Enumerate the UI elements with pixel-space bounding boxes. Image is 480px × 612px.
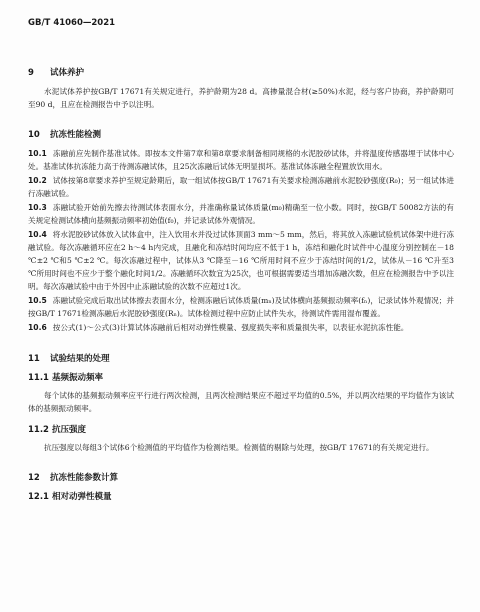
- section-11-heading: [28, 352, 454, 364]
- clause-10-4-text: 将水泥胶砂试体放入试体盒中，注入饮用水并没过试体顶面3 mm～5 mm，然后，将其放入冻融试验机试体架中进行冻融试验。每次冻融循环应在2 h～4 h内完成，且融化和冻结时间均应不低于1 h，冻结和融化时试件中心温度分别控制在－18 ℃±2 ℃和5 ℃±2 ℃。每次冻融过程中，试体从3 ℃降至－16 ℃所用时间不应少于冻结时间的1/2，试体从－16 ℃升至3 ℃所用时间也不应少于整个融化时间1/2。冻融循环次数宜为25次，也可根据需要适当增加冻融次数，但应在检测报告中予以注明。每次冻融试验中由于外因中止冻融试验的次数不应超过1次。: [28, 230, 454, 291]
- subsection-11-1-number: 11.1: [28, 373, 49, 383]
- section-12-title: 抗冻性能参数计算: [50, 473, 119, 483]
- clause-10-6-number: 10.6: [28, 323, 47, 332]
- section-9-number: 9: [28, 68, 34, 78]
- subsection-11-1-title: 基频振动频率: [52, 373, 104, 383]
- clause-10-4-number: 10.4: [28, 230, 47, 239]
- subsection-11-1-text: 每个试体的基频振动频率应平行进行两次检测，且两次检测结果应不超过平均值的0.5%，并以两次结果的平均值作为该试体的基频振动频率。: [28, 391, 454, 413]
- clause-10-5: [28, 294, 454, 320]
- clause-10-6: [28, 321, 454, 334]
- clause-10-5-text: 冻融试验完成后取出试体擦去表面水分，检测冻融后试体质量(mₙ)及试体横向基频振动频率(fₙ)，记录试体外观情况；并按GB/T 17671检测冻融后水泥胶砂强度(Rₙ)。试体检测过程中应防止试件失水，待测试件需用湿布覆盖。: [28, 296, 454, 318]
- subsection-11-2-title: 抗压强度: [52, 425, 87, 435]
- clause-10-2-number: 10.2: [28, 176, 47, 185]
- clause-10-3: [28, 201, 454, 227]
- section-11-number: 11: [28, 354, 40, 364]
- section-10-title: 抗冻性能检测: [50, 130, 102, 140]
- clause-10-6-text: 按公式(1)～公式(3)计算试体冻融前后相对动弹性模量、强度损失率和质量损失率，以表征水泥抗冻性能。: [52, 323, 409, 332]
- subsection-12-1-title: 相对动弹性模量: [52, 492, 112, 502]
- section-9-heading: [28, 66, 454, 78]
- clause-10-4: [28, 228, 454, 293]
- clause-10-5-number: 10.5: [28, 296, 47, 305]
- clause-10-1: [28, 147, 454, 173]
- section-9-text: 水泥试体养护按GB/T 17671有关规定进行，养护龄期为28 d。高掺量混合材(≥50%)水泥，经与客户协商，养护龄期可至90 d，且应在检测报告中予以注明。: [28, 87, 454, 109]
- section-11-title: 试验结果的处理: [50, 354, 110, 364]
- standard-code-header: GB/T 41060—2021: [28, 18, 116, 28]
- clause-10-3-number: 10.3: [28, 203, 47, 212]
- subsection-12-1-heading: [28, 490, 454, 502]
- subsection-11-2-text: 抗压强度以每组3个试体6个检测值的平均值作为检测结果。检测值的剔除与处理，按GB/T 17671的有关规定进行。: [44, 443, 434, 452]
- section-10-number: 10: [28, 130, 40, 140]
- clause-10-3-text: 冻融试验开始前先擦去待测试体表面水分，并准确称量试体质量(m₀)精确至一位小数。同时，按GB/T 50082方法的有关规定检测试体横向基频振动频率初始值(f₀)，并记录试体外观情况。: [28, 203, 454, 225]
- clause-10-2-text: 试体按第8章要求养护至规定龄期后，取一组试体按GB/T 17671有关要求检测冻融前水泥胶砂强度(R₀)；另一组试体进行冻融试验。: [28, 176, 454, 198]
- subsection-11-2-heading: [28, 423, 454, 435]
- section-10-heading: [28, 128, 454, 140]
- subsection-11-1-heading: [28, 371, 454, 383]
- clause-10-1-text: 冻融前应先制作基准试体。即按本文件第7章和第8章要求制备相同规格的水泥胶砂试体，并将温度传感器埋于试体中心处。基准试体抗冻能力高于待测冻融试体，且25次冻融后试体无明显损坏。基准试体冻融全程置放饮用水。: [28, 149, 454, 171]
- section-12-heading: [28, 471, 454, 483]
- clause-10-1-number: 10.1: [28, 149, 47, 158]
- subsection-11-2-number: 11.2: [28, 425, 49, 435]
- section-12-number: 12: [28, 473, 40, 483]
- clause-10-2: [28, 174, 454, 200]
- section-9-title: 试体养护: [50, 68, 85, 78]
- subsection-12-1-number: 12.1: [28, 492, 49, 502]
